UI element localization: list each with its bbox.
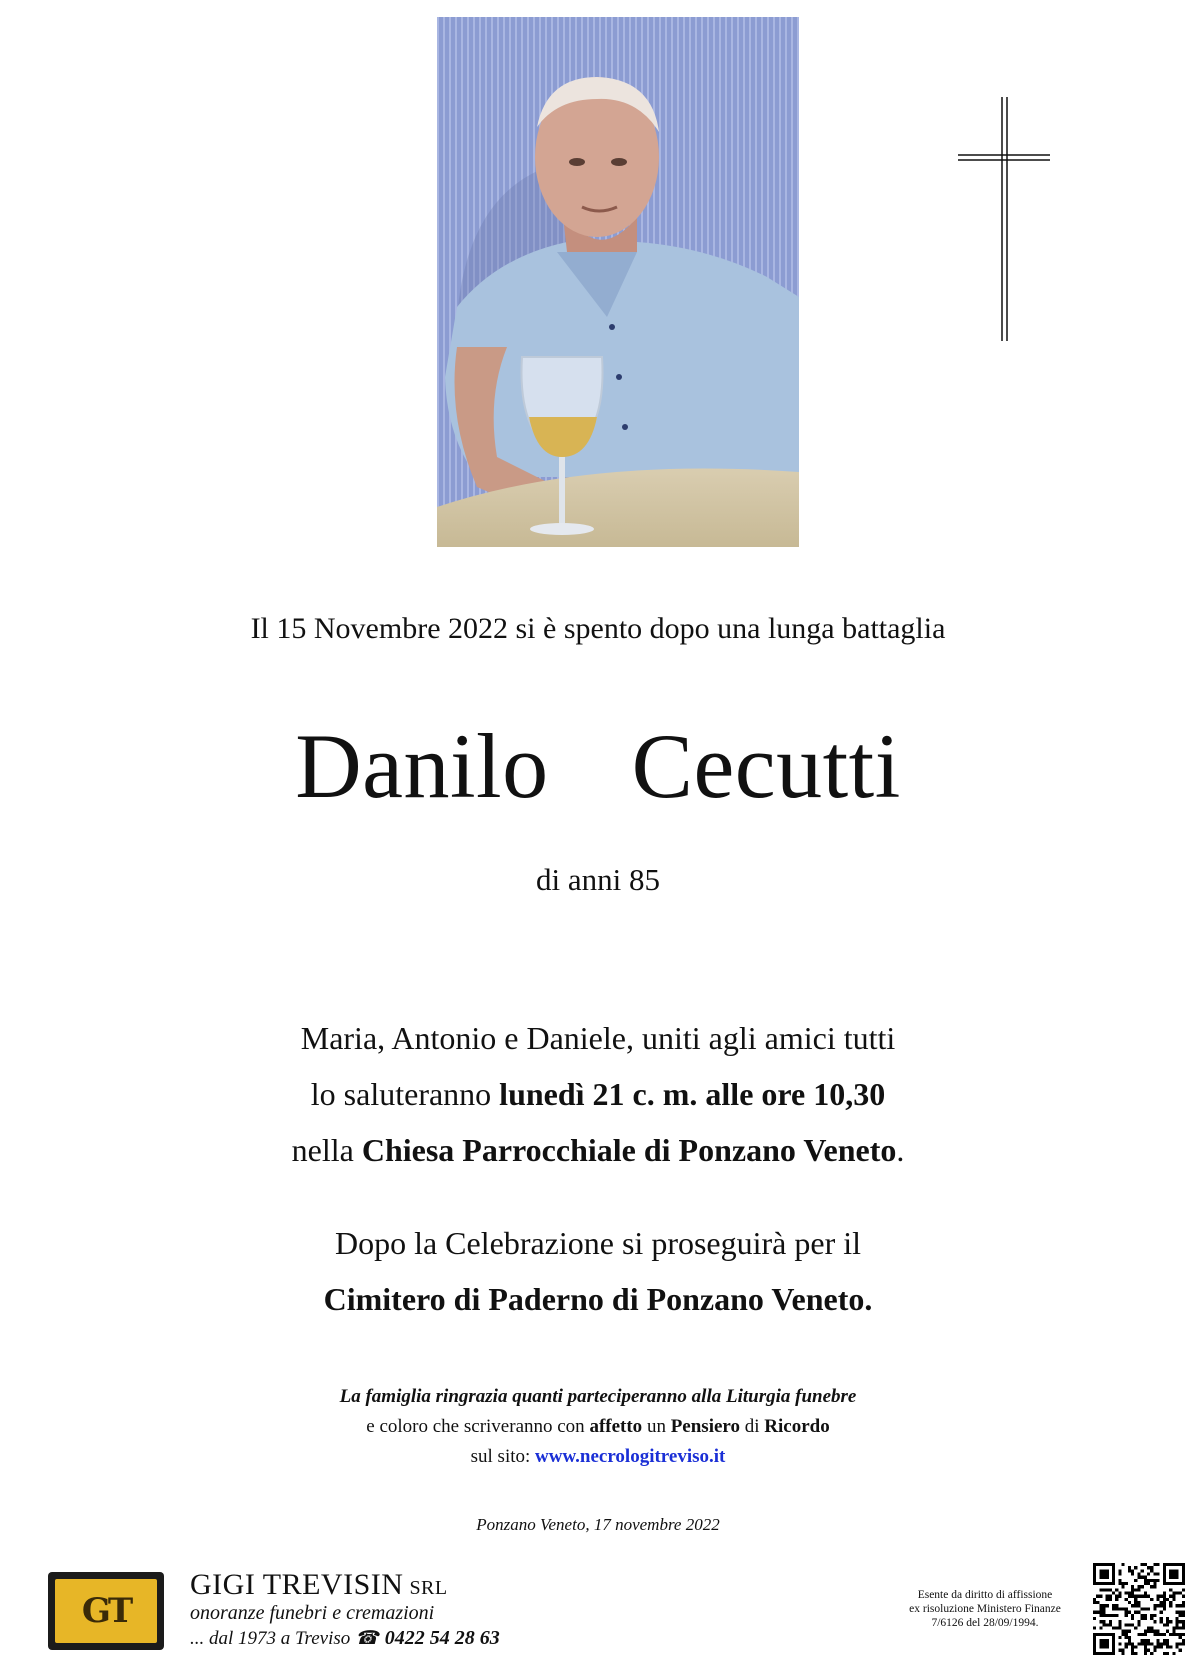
company-since-text: ... dal 1973 a Treviso bbox=[190, 1628, 351, 1649]
qr-code-icon[interactable] bbox=[1093, 1563, 1185, 1655]
family-line-2 bbox=[0, 1066, 1196, 1122]
cemetery-name-text: Cimitero di Paderno di Ponzano Veneto. bbox=[323, 1281, 873, 1317]
place-date: Ponzano Veneto, 17 novembre 2022 bbox=[476, 1515, 720, 1534]
family-line-3 bbox=[0, 1122, 1196, 1178]
phone-icon: ☎ bbox=[355, 1628, 379, 1649]
exemption-line-3: 7/6126 del 28/09/1994. bbox=[931, 1617, 1039, 1629]
deceased-name: Danilo Cecutti bbox=[295, 715, 901, 817]
after-line-1: Dopo la Celebrazione si proseguirà per il bbox=[334, 1225, 862, 1261]
thanks-t5: di bbox=[740, 1416, 765, 1437]
ceremony-datetime: lunedì 21 c. m. alle ore 10,30 bbox=[499, 1076, 886, 1112]
family-line-3-end: . bbox=[896, 1132, 905, 1168]
thanks-t3: un bbox=[642, 1416, 671, 1437]
logo-text: GT bbox=[81, 1591, 131, 1631]
company-subtitle: onoranze funebri e cremazioni bbox=[190, 1602, 435, 1624]
cemetery-name bbox=[0, 1271, 1196, 1327]
family-line-2-text: lo saluteranno bbox=[310, 1076, 500, 1112]
tax-exemption-note bbox=[895, 1588, 1075, 1630]
thanks-line-3 bbox=[0, 1442, 1196, 1472]
company-since bbox=[190, 1627, 500, 1650]
deceased-photo bbox=[437, 17, 799, 547]
thanks-message bbox=[0, 1382, 1196, 1472]
company-name-text: GIGI TREVISIN bbox=[190, 1568, 404, 1601]
company-info bbox=[190, 1568, 500, 1650]
thanks-t1: e coloro che scriveranno con bbox=[366, 1416, 590, 1437]
family-line-1: Maria, Antonio e Daniele, uniti agli amici tutti bbox=[300, 1020, 896, 1056]
thanks-line-2 bbox=[0, 1412, 1196, 1442]
thanks-t2: affetto bbox=[589, 1416, 643, 1437]
portrait-image bbox=[437, 17, 799, 547]
company-suffix: SRL bbox=[409, 1577, 448, 1599]
company-phone: 0422 54 28 63 bbox=[384, 1627, 500, 1649]
company-logo bbox=[48, 1572, 164, 1650]
exemption-line-1: Esente da diritto di affissione bbox=[917, 1589, 1053, 1601]
after-ceremony bbox=[0, 1215, 1196, 1327]
cross-icon bbox=[958, 97, 1050, 341]
family-line-3-text: nella bbox=[291, 1132, 362, 1168]
thanks-t6: Ricordo bbox=[764, 1416, 830, 1437]
deceased-age: di anni 85 bbox=[536, 862, 660, 897]
church-name: Chiesa Parrocchiale di Ponzano Veneto bbox=[361, 1132, 897, 1168]
company-name bbox=[190, 1568, 500, 1602]
logo-plate bbox=[55, 1579, 157, 1643]
announcement-intro: Il 15 Novembre 2022 si è spento dopo una lunga battaglia bbox=[250, 612, 946, 645]
exemption-line-2: ex risoluzione Ministero Finanze bbox=[909, 1603, 1061, 1615]
thanks-line-1-text: La famiglia ringrazia quanti parteciperanno alla Liturgia funebre bbox=[339, 1386, 857, 1407]
thanks-line-1 bbox=[0, 1382, 1196, 1412]
family-message bbox=[0, 1010, 1196, 1178]
site-label: sul sito: bbox=[470, 1446, 536, 1467]
website-link[interactable]: www.necrologitreviso.it bbox=[535, 1446, 726, 1467]
thanks-t4: Pensiero bbox=[670, 1416, 740, 1437]
